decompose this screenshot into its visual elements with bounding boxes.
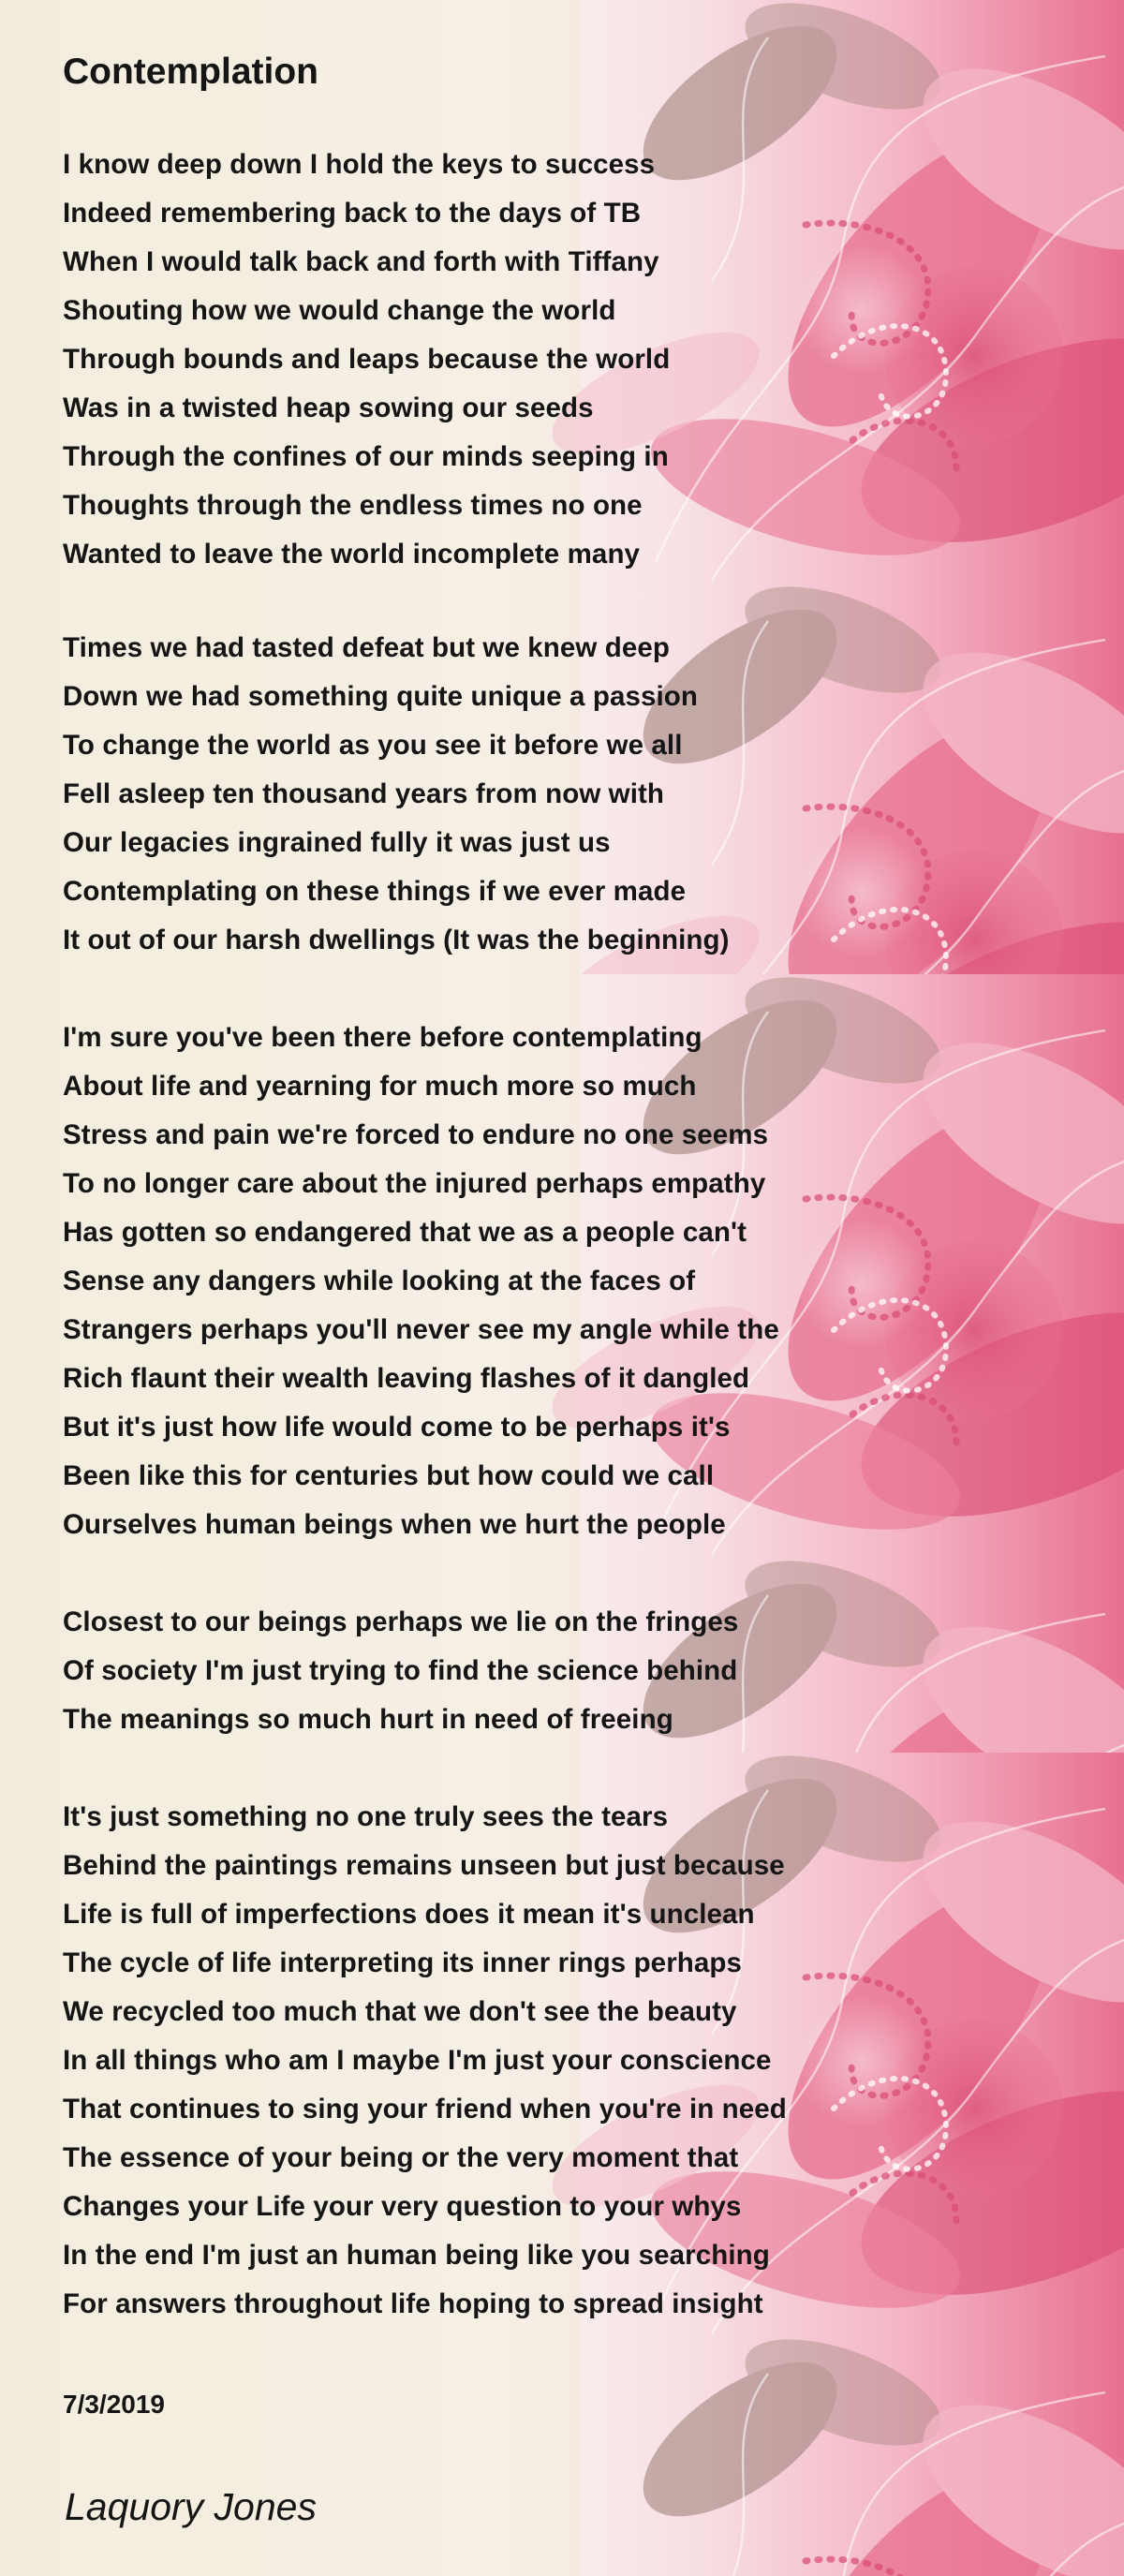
poem-line: To change the world as you see it before we all [63, 730, 683, 761]
poem-line: Our legacies ingrained fully it was just us [63, 827, 611, 858]
poem-line: When I would talk back and forth with Tiffany [63, 246, 659, 277]
poem-line: Been like this for centuries but how could we call [63, 1460, 715, 1491]
stanza [63, 141, 999, 579]
poem-line: Wanted to leave the world incomplete many [63, 539, 641, 570]
poem-line: Life is full of imperfections does it mean it's unclean [63, 1899, 755, 1930]
stanza [63, 1014, 999, 1549]
poem-line: For answers throughout life hoping to spread insight [63, 2288, 763, 2319]
poem-line: Changes your Life your very question to your whys [63, 2191, 742, 2222]
poem-line: Contemplating on these things if we ever made [63, 876, 687, 907]
poem-line: Ourselves human beings when we hurt the people [63, 1509, 726, 1540]
poem-line: Through the confines of our minds seeping in [63, 441, 669, 472]
poem-line: In all things who am I maybe I'm just your conscience [63, 2045, 772, 2076]
poem-line: Of society I'm just trying to find the science behind [63, 1655, 738, 1686]
poem-line: Stress and pain we're forced to endure no one seems [63, 1119, 769, 1150]
poem-author: Laquory Jones [65, 2485, 317, 2528]
poem-line: Fell asleep ten thousand years from now with [63, 778, 665, 809]
poem-line: It out of our harsh dwellings (It was the beginning) [63, 925, 730, 955]
poem-line: The meanings so much hurt in need of freeing [63, 1704, 673, 1735]
stanza [63, 624, 999, 965]
poem-line: To no longer care about the injured perhaps empathy [63, 1168, 766, 1199]
poem-line: I know deep down I hold the keys to success [63, 149, 656, 180]
floral-panel [0, 2336, 1124, 2576]
poem-line: In the end I'm just an human being like you searching [63, 2240, 770, 2271]
stanza [63, 1598, 999, 1744]
poem-line: About life and yearning for much more so much [63, 1071, 697, 1102]
poem-line: Times we had tasted defeat but we knew deep [63, 632, 671, 663]
poem-line: Closest to our beings perhaps we lie on the fringes [63, 1606, 739, 1637]
poem-title: Contemplation [63, 52, 318, 92]
poem-line: Was in a twisted heap sowing our seeds [63, 392, 594, 423]
poem-line: But it's just how life would come to be perhaps it's [63, 1412, 731, 1443]
poem-line: Sense any dangers while looking at the faces of [63, 1266, 696, 1296]
poem-line: I'm sure you've been there before contemplating [63, 1022, 702, 1053]
poem-line: Thoughts through the endless times no one [63, 490, 643, 521]
poem-line: Has gotten so endangered that we as a people can't [63, 1217, 747, 1248]
floral-pattern [0, 2336, 1124, 2576]
poem-line: The cycle of life interpreting its inner rings perhaps [63, 1947, 743, 1978]
poem-line: Through bounds and leaps because the world [63, 344, 671, 375]
stanza [63, 1793, 999, 2329]
poem-line: Rich flaunt their wealth leaving flashes of it dangled [63, 1363, 750, 1394]
poem-line: Indeed remembering back to the days of TB [63, 198, 642, 229]
poem-line: Down we had something quite unique a passion [63, 681, 699, 712]
poem-line: Behind the paintings remains unseen but just because [63, 1850, 785, 1881]
poem-line: Shouting how we would change the world [63, 295, 616, 326]
poem-line: Strangers perhaps you'll never see my angle while the [63, 1314, 779, 1345]
poem-line: That continues to sing your friend when you're in need [63, 2094, 787, 2124]
poem-line: The essence of your being or the very moment that [63, 2142, 739, 2173]
poem-date: 7/3/2019 [63, 2390, 165, 2419]
poem-line: We recycled too much that we don't see the beauty [63, 1996, 737, 2027]
poem-line: It's just something no one truly sees the tears [63, 1801, 669, 1832]
